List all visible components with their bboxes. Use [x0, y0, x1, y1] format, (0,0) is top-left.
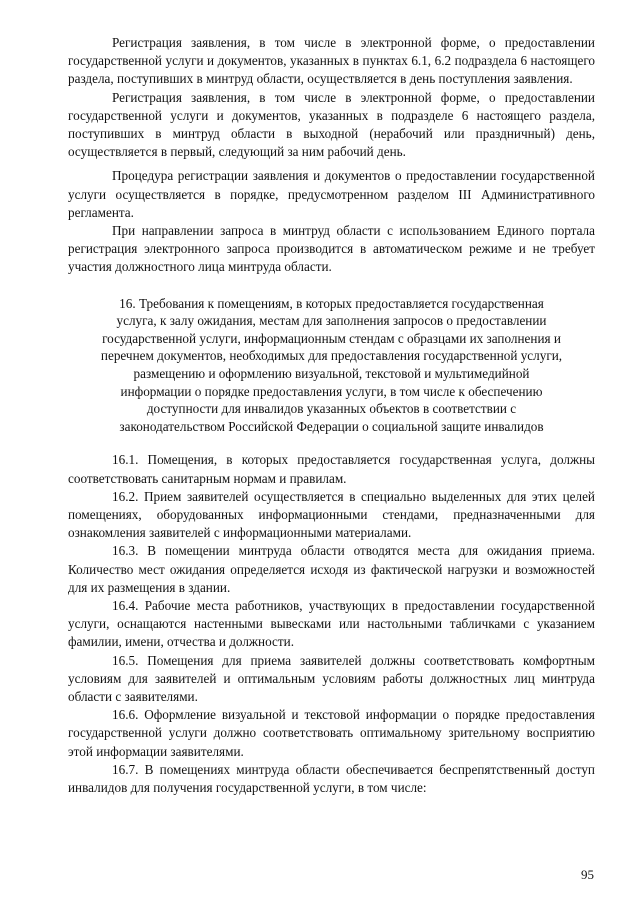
paragraph-16-3: 16.3. В помещении минтруда области отводятся места для ожидания приема. Количество мест ожидания определяется исходя из фактической нагрузки и возможностей для их размещения в здании.: [68, 543, 595, 595]
paragraph-registration-electronic: Регистрация заявления, в том числе в электронной форме, о предоставлении государственной услуги и документов, указанных в пунктах 6.1, 6.2 подраздела 6 настоящего раздела, поступивших в минтруд области, осуществляется в день поступления заявления.: [68, 35, 595, 87]
paragraph-registration-holiday: Регистрация заявления, в том числе в электронной форме, о предоставлении государственной услуги и документов, указанных в подразделе 6 настоящего раздела, поступивших в минтруд области в выходной (нерабочий или праздничный) день, осуществляется в первый, следующий за ним рабочий день.: [68, 89, 595, 160]
paragraph-16-6: 16.6. Оформление визуальной и текстовой информации о порядке предоставления государственной услуги должно соответствовать оптимальному зрительному восприятию этой информации заявителями.: [68, 707, 595, 759]
document-page: [68, 34, 595, 797]
paragraph-16-7: 16.7. В помещениях минтруда области обеспечивается беспрепятственный доступ инвалидов для получения государственной услуги, в том числе:: [68, 761, 595, 796]
paragraph-portal-registration: При направлении запроса в минтруд области с использованием Единого портала регистрация электронного запроса производится в автоматическом режиме и не требует участия должностного лица минтруда области.: [68, 223, 595, 275]
paragraph-16-4: 16.4. Рабочие места работников, участвующих в предоставлении государственной услуги, оснащаются настенными вывесками или настольными табличками с указанием фамилии, имени, отчества и должности.: [68, 598, 595, 650]
paragraph-16-1: 16.1. Помещения, в которых предоставляется государственная услуга, должны соответствовать санитарным нормам и правилам.: [68, 452, 595, 486]
paragraph-16-2: 16.2. Прием заявителей осуществляется в специально выделенных для этих целей помещениях, оборудованных информационными стендами, предназначенными для ознакомления заявителей с информационными материалами.: [68, 488, 595, 541]
paragraph-registration-procedure: Процедура регистрации заявления и документов о предоставлении государственной услуги осуществляется в порядке, предусмотренном разделом III Административного регламента.: [68, 168, 595, 220]
paragraph-16-5: 16.5. Помещения для приема заявителей должны соответствовать комфортным условиям для заявителей и оптимальным условиям работы должностных лиц минтруда области с заявителями.: [68, 652, 595, 705]
page-number: 95: [581, 867, 594, 882]
section-heading: 16. Требования к помещениям, в которых предоставляется государственная услуга, к залу ожидания, местам для заполнения запросов о предоставлении государственной услуги, информационным стендам с образцами их заполнения и перечнем документов, необходимых для предоставления государственной услуги, размещению и оформлению визуальной, текстовой и мультимедийной информации о порядке предоставления услуги, в том числе к обеспечению доступности для инвалидов указанных объектов в соответствии с законодательством Российской Федерации о социальной защите инвалидов: [100, 295, 563, 434]
